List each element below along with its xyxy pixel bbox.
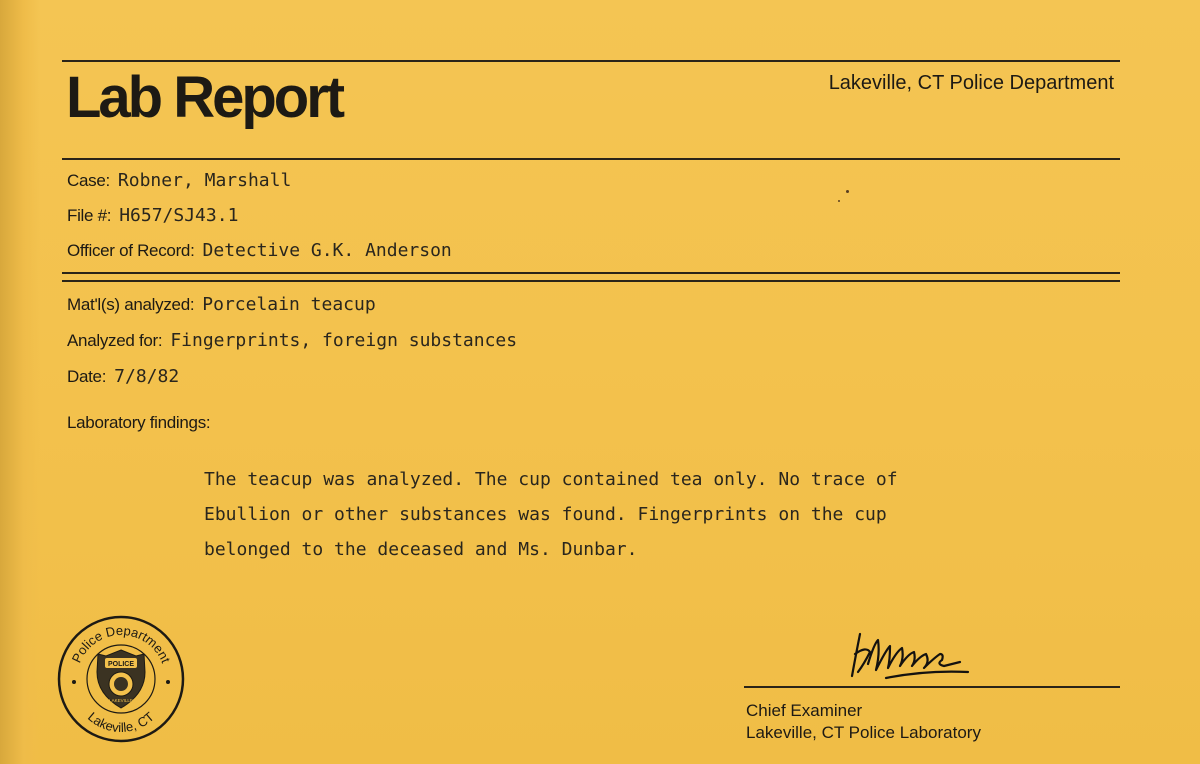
paper-speck	[846, 190, 849, 193]
date-value: 7/8/82	[114, 366, 180, 387]
analyzed-for-value: Fingerprints, foreign substances	[170, 330, 518, 351]
case-row	[67, 170, 291, 191]
police-seal-icon	[56, 614, 186, 744]
officer-label: Officer of Record:	[67, 241, 195, 260]
analyzed-for-row	[67, 330, 517, 351]
badge-text: POLICE	[107, 661, 135, 668]
findings-label: Laboratory findings:	[67, 413, 211, 432]
case-label: Case:	[67, 171, 110, 190]
examiner-lab: Lakeville, CT Police Laboratory	[746, 723, 981, 742]
file-value: H657/SJ43.1	[119, 205, 239, 226]
materials-label: Mat'l(s) analyzed:	[67, 295, 195, 314]
examiner-block	[746, 700, 981, 744]
officer-row	[67, 240, 452, 261]
findings-text	[204, 462, 1064, 567]
police-badge-icon	[97, 650, 145, 708]
seal-bottom-text: Lakeville, CT	[85, 708, 157, 736]
header-divider	[62, 158, 1120, 160]
badge-small-text: LAKEVILLE	[109, 698, 133, 703]
findings-line: The teacup was analyzed. The cup contained tea only. No trace of	[204, 469, 898, 490]
findings-line: belonged to the deceased and Ms. Dunbar.	[204, 539, 638, 560]
analyzed-for-label: Analyzed for:	[67, 331, 163, 350]
examiner-title: Chief Examiner	[746, 701, 863, 720]
paper-speck	[838, 200, 840, 202]
materials-row	[67, 294, 376, 315]
findings-heading	[67, 413, 210, 433]
date-label: Date:	[67, 367, 107, 386]
double-rule-top	[62, 272, 1120, 274]
file-label: File #:	[67, 206, 112, 225]
officer-value: Detective G.K. Anderson	[202, 240, 452, 261]
findings-line: Ebullion or other substances was found. Fingerprints on the cup	[204, 504, 887, 525]
paper-fold-shadow	[0, 0, 40, 764]
file-row	[67, 205, 238, 226]
handwritten-signature-icon	[846, 624, 976, 684]
case-value: Robner, Marshall	[117, 170, 292, 191]
department-name: Lakeville, CT Police Department	[828, 72, 1114, 94]
report-title: Lab Report	[66, 65, 343, 130]
double-rule-bottom	[62, 280, 1120, 282]
seal-top-text: Police Department	[68, 622, 174, 666]
date-row	[67, 366, 179, 387]
top-rule	[62, 60, 1120, 62]
materials-value: Porcelain teacup	[202, 294, 376, 315]
signature-line	[744, 686, 1120, 688]
